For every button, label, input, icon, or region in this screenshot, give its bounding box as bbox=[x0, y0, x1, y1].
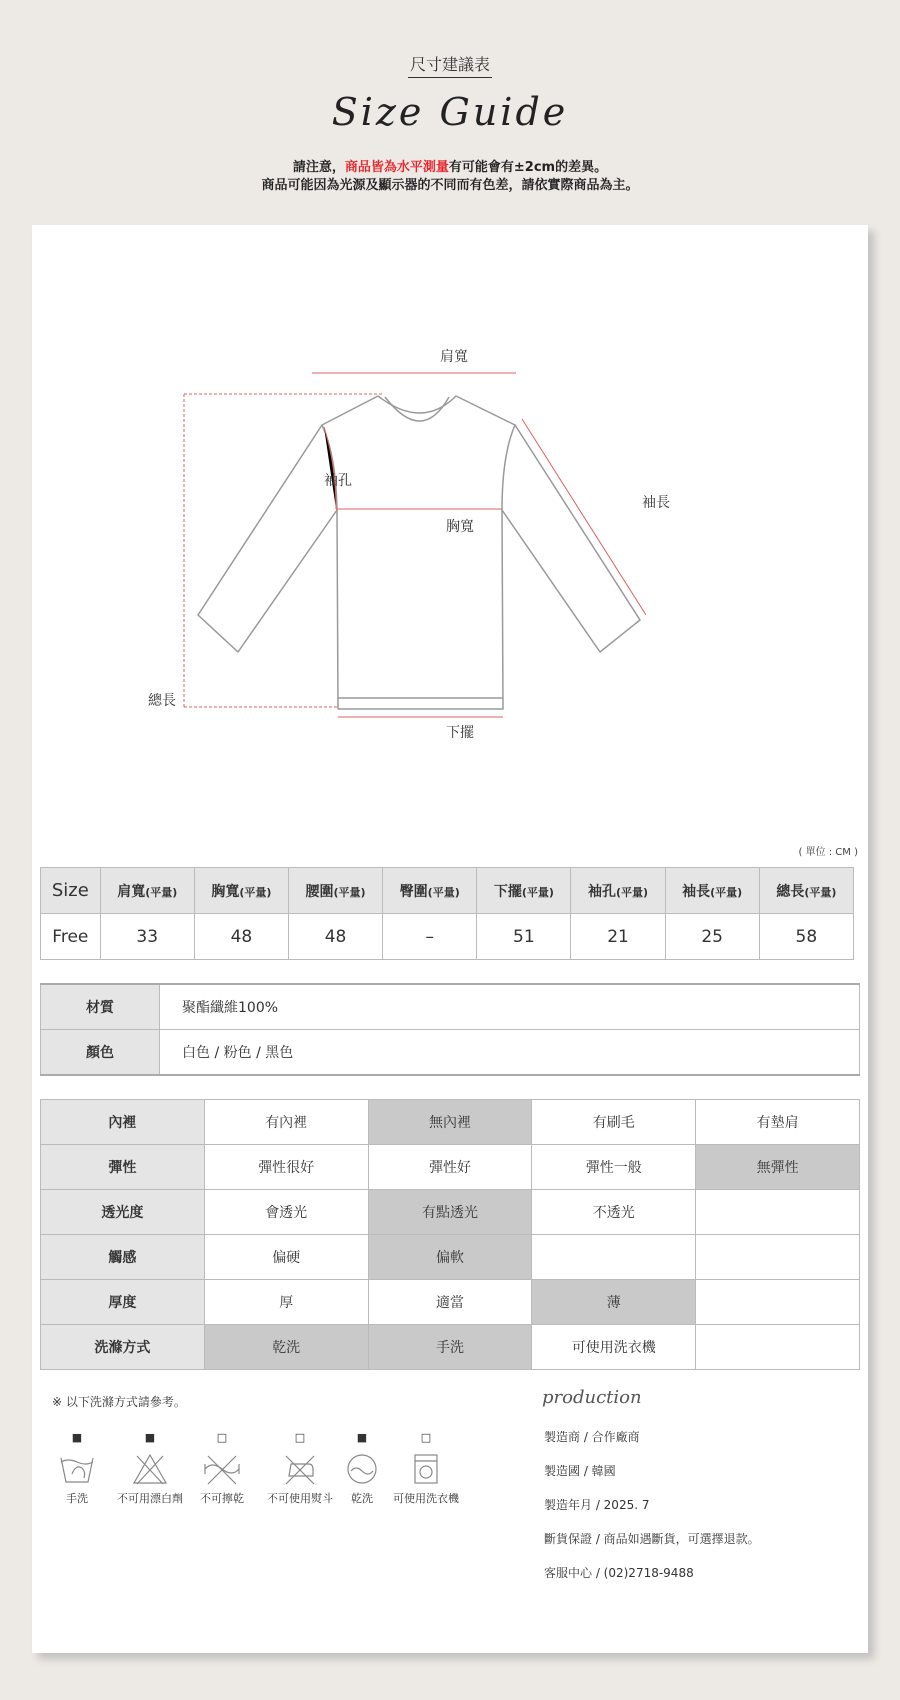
size-table-row bbox=[41, 914, 854, 960]
no-wring-icon bbox=[182, 1430, 262, 1506]
column-suffix: (平量) bbox=[145, 885, 178, 899]
attribute-option: 彈性很好 bbox=[204, 1145, 368, 1190]
attribute-label: 彈性 bbox=[41, 1145, 205, 1190]
wash-label: 不可使用熨斗 bbox=[267, 1492, 333, 1505]
size-header-cell: Size bbox=[41, 868, 101, 914]
size-table bbox=[40, 867, 854, 960]
size-value-cell: 21 bbox=[571, 914, 665, 960]
wash-mark: ■ bbox=[356, 1431, 368, 1444]
attribute-label: 洗滌方式 bbox=[41, 1325, 205, 1370]
wash-mark: □ bbox=[216, 1431, 228, 1444]
attribute-option: 厚 bbox=[204, 1280, 368, 1325]
attribute-option: 彈性一般 bbox=[532, 1145, 696, 1190]
hand-wash-icon bbox=[52, 1430, 102, 1506]
attribute-option: 偏硬 bbox=[204, 1235, 368, 1280]
production-date: 製造年月 / 2025. 7 bbox=[544, 1498, 650, 1512]
production-service: 客服中心 / (02)2718-9488 bbox=[544, 1566, 694, 1580]
column-name: 臀圍 bbox=[399, 883, 428, 900]
column-suffix: (平量) bbox=[239, 885, 272, 899]
size-guide-card bbox=[32, 225, 868, 1653]
label-chest: 胸寬 bbox=[446, 519, 474, 535]
production-manufacturer: 製造商 / 合作廠商 bbox=[544, 1430, 640, 1444]
column-name: 胸寬 bbox=[211, 883, 240, 900]
label-length: 總長 bbox=[148, 693, 176, 709]
attribute-option: 無內裡 bbox=[368, 1100, 532, 1145]
column-suffix: (平量) bbox=[615, 885, 649, 899]
attribute-option: 適當 bbox=[368, 1280, 532, 1325]
size-value-cell: 25 bbox=[665, 914, 759, 960]
size-column-header bbox=[194, 868, 288, 914]
size-column-header bbox=[571, 868, 665, 914]
material-value: 聚酯纖維100% bbox=[160, 984, 860, 1030]
attribute-option bbox=[696, 1280, 860, 1325]
attribute-option: 手洗 bbox=[368, 1325, 532, 1370]
wash-mark: ■ bbox=[144, 1431, 156, 1444]
size-column-header bbox=[288, 868, 382, 914]
size-column-header bbox=[383, 868, 477, 914]
label-hem: 下擺 bbox=[446, 725, 474, 741]
production-country: 製造國 / 韓國 bbox=[544, 1464, 616, 1478]
attribute-option: 有刷毛 bbox=[532, 1100, 696, 1145]
size-value-cell: – bbox=[383, 914, 477, 960]
attribute-option: 薄 bbox=[532, 1280, 696, 1325]
header-subtitle: 尺寸建議表 bbox=[0, 52, 900, 75]
color-value: 白色 / 粉色 / 黑色 bbox=[160, 1030, 860, 1076]
attribute-option: 乾洗 bbox=[204, 1325, 368, 1370]
production-title: production bbox=[542, 1387, 642, 1408]
material-row bbox=[41, 984, 860, 1030]
label-shoulder: 肩寬 bbox=[440, 349, 468, 365]
size-column-header bbox=[665, 868, 759, 914]
attribute-option: 有內裡 bbox=[204, 1100, 368, 1145]
wash-mark: ■ bbox=[71, 1431, 83, 1444]
column-name: 下擺 bbox=[493, 883, 522, 900]
color-label: 顏色 bbox=[41, 1030, 160, 1076]
size-column-header bbox=[759, 868, 853, 914]
attribute-label: 厚度 bbox=[41, 1280, 205, 1325]
attribute-option bbox=[696, 1235, 860, 1280]
attribute-option bbox=[696, 1325, 860, 1370]
attribute-option: 有墊肩 bbox=[696, 1100, 860, 1145]
attribute-option bbox=[696, 1190, 860, 1235]
wash-label: 不可用漂白劑 bbox=[117, 1492, 183, 1505]
column-suffix: (平量) bbox=[710, 885, 743, 899]
attribute-row bbox=[41, 1100, 860, 1145]
column-suffix: (平量) bbox=[333, 885, 366, 899]
material-label: 材質 bbox=[41, 984, 160, 1030]
size-value-cell: 58 bbox=[759, 914, 853, 960]
wash-label: 乾洗 bbox=[351, 1492, 373, 1505]
column-name: 腰圍 bbox=[305, 883, 334, 900]
wash-mark: □ bbox=[420, 1431, 432, 1444]
production-guarantee: 斷貨保證 / 商品如遇斷貨，可選擇退款。 bbox=[544, 1532, 760, 1546]
column-suffix: (平量) bbox=[804, 885, 837, 899]
column-name: 袖長 bbox=[682, 883, 711, 900]
attribute-row bbox=[41, 1145, 860, 1190]
column-name: 袖孔 bbox=[587, 883, 616, 900]
measure-note: 請注意，商品皆為水平測量有可能會有±2cm的差異。 bbox=[292, 160, 608, 175]
attribute-row bbox=[41, 1280, 860, 1325]
attribute-label: 內裡 bbox=[41, 1100, 205, 1145]
size-value-cell: 51 bbox=[477, 914, 571, 960]
attribute-option: 不透光 bbox=[532, 1190, 696, 1235]
attribute-option: 無彈性 bbox=[696, 1145, 860, 1190]
attribute-option: 彈性好 bbox=[368, 1145, 532, 1190]
attribute-label: 透光度 bbox=[41, 1190, 205, 1235]
column-suffix: (平量) bbox=[521, 885, 554, 899]
machine-wash-icon bbox=[386, 1430, 466, 1506]
column-name: 肩寬 bbox=[117, 883, 146, 900]
garment-diagram bbox=[32, 225, 868, 845]
column-name: 總長 bbox=[776, 883, 805, 900]
attribute-row bbox=[41, 1235, 860, 1280]
wash-note: ※ 以下洗滌方式請參考。 bbox=[52, 1395, 186, 1409]
attribute-option: 可使用洗衣機 bbox=[532, 1325, 696, 1370]
column-suffix: (平量) bbox=[427, 885, 460, 899]
page-title: Size Guide bbox=[331, 90, 569, 134]
wash-label: 不可擰乾 bbox=[200, 1492, 244, 1505]
size-table-header bbox=[41, 868, 854, 914]
wash-label: 可使用洗衣機 bbox=[393, 1492, 459, 1505]
label-sleeve: 袖長 bbox=[642, 495, 670, 511]
size-value-cell: 33 bbox=[100, 914, 194, 960]
attribute-row bbox=[41, 1190, 860, 1235]
size-column-header bbox=[477, 868, 571, 914]
material-table bbox=[40, 983, 860, 1076]
wash-mark: □ bbox=[294, 1431, 306, 1444]
attribute-table bbox=[40, 1099, 860, 1370]
attribute-label: 觸感 bbox=[41, 1235, 205, 1280]
attribute-option: 有點透光 bbox=[368, 1190, 532, 1235]
size-name-cell: Free bbox=[41, 914, 101, 960]
sweater-outline-icon bbox=[198, 396, 640, 709]
dry-clean-icon bbox=[342, 1430, 382, 1506]
size-column-header bbox=[100, 868, 194, 914]
color-note: 商品可能因為光源及顯示器的不同而有色差，請依實際商品為主。 bbox=[261, 178, 639, 193]
attribute-row bbox=[41, 1325, 860, 1370]
wash-label: 手洗 bbox=[66, 1492, 88, 1505]
color-row bbox=[41, 1030, 860, 1076]
size-value-cell: 48 bbox=[194, 914, 288, 960]
size-value-cell: 48 bbox=[288, 914, 382, 960]
attribute-option bbox=[532, 1235, 696, 1280]
label-armhole: 袖孔 bbox=[324, 473, 352, 489]
no-tumble-dry-icon bbox=[254, 1430, 346, 1506]
attribute-option: 會透光 bbox=[204, 1190, 368, 1235]
attribute-option: 偏軟 bbox=[368, 1235, 532, 1280]
unit-label: ( 單位 : CM ) bbox=[798, 847, 858, 858]
